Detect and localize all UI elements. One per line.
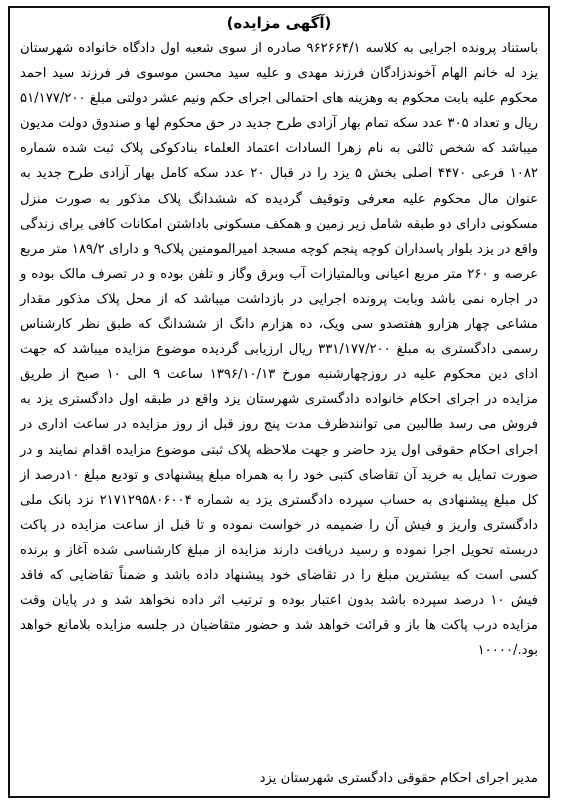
notice-title: (آگهی مزایده)	[226, 14, 332, 32]
notice-body: باستناد پرونده اجرایی به کلاسه ۹۶۲۶۶۴/۱ صادره از سوی شعبه اول دادگاه خانواده شهرستان یزد له خانم الهام آخوندزادگان فرزند مهدی و علیه سید محسن موسوی فر فرزند سید احمد محکوم علیه بابت محکوم به وهزینه های احتمالی اجرای حکم ونیم عشر دولتی مبلغ ۵۱/۱۷۷/۲۰۰ ریال و تعداد ۳۰۵ عدد سکه تمام بهار آزادی طرح جدید در حق محکوم لها و صندوق دولت مدیون میباشد که شخص ثالثی به نام زهرا السادات اعتماد العلماء بنادکوکی پلاک ثبت شده شماره ۱۰۸۲ فرعی ۴۴۷۰ اصلی بخش ۵ یزد را در قبال ۲۰ عدد سکه کامل بهار آزادی طرح جدید به عنوان مال محکوم علیه معرفی وتوقیف گردیده که ششدانگ پلاک مذکور به صورت منزل مسکونی دارای دو طبقه شامل زیر زمین و همکف مسکونی باداشتن امکانات کافی برای زندگی واقع در یزد بلوار پاسداران کوچه پنجم کوچه مسجد امیرالمومنین پلاک۹ و دارای ۱۸۹/۲ متر مربع عرصه و ۲۶۰ متر مربع اعیانی وبالمتیازات آب وبرق وگاز و تلفن بوده و در تصرف مالک بوده و در اجاره نمی باشد وبابت پرونده اجرایی در بازداشت میباشد که از محل پلاک مذکور مقدار مشاعی چهار هزارو هفتصدو سی ویک، ده هزارم دانگ از ششدانگ که طبق نظر کارشناس رسمی دادگستری به مبلغ ۳۳۱/۱۷۷/۲۰۰ ریال ارزیابی گردیده موضوع مزایده میباشد که جهت ادای دین محکوم علیه در روزچهارشنبه مورخ ۱۳۹۶/۱۰/۱۳ ساعت ۹ الی ۱۰ صبح از طریق مزایده در اجرای احکام خانواده دادگستری شهرستان یزد واقع در طبقه اول دادگستری یزد به فروش می رسد طالبین می توانندظرف مدت پنج روز قبل از روز مزایده در ساعت اداری در اجرای احکام حقوقی اول یزد حاضر و جهت ملاحظه پلاک ثبتی موضوع مزایده اقدام نمایند و در صورت تمایل به خرید آن تقاضای کتبی خود را به همراه مبلغ پیشنهادی و تودیع مبلغ ۱۰درصد از کل مبلغ پیشنهادی به حساب سپرده دادگستری یزد به شماره ۲۱۷۱۲۹۵۸۰۶۰۰۴ نزد بانک ملی دادگستری واریز و فیش آن را ضمیمه در خواست نموده و تا قبل از ساعت مزایده در پاکت دربسته تحویل اجرا نموده و رسید دریافت دارند مزایده از مبلغ کارشناسی شده آغاز و برنده کسی است که بیشترین مبلغ را در تقاضای خود پیشنهاد داده باشد و ضمناً تقاضایی که فاقد فیش ۱۰ درصد سپرده باشد بدون اعتبار بوده و ترتیب اثر داده نخواهد شد و در پایان وقت مزایده درب پاکت ها باز و قرائت خواهد شد و حضور متقاضیان در جلسه مزایده بلامانع خواهد بود./۱۰۰۰۰	[20, 41, 539, 659]
notice-signature: مدیر اجرای احکام حقوقی دادگستری شهرستان یزد	[259, 771, 538, 786]
auction-notice-box	[8, 6, 550, 798]
